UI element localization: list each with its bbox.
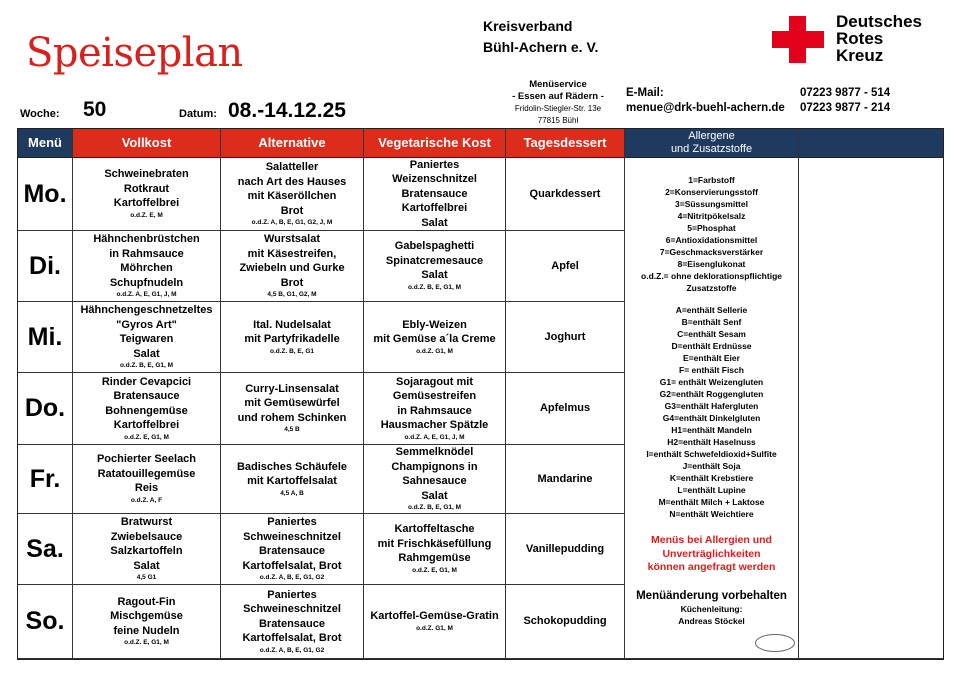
week-number: 50	[83, 98, 107, 121]
dish-line: Rahmgemüse	[398, 552, 471, 565]
day-label: Mo.	[18, 158, 73, 231]
header-allergene	[625, 129, 799, 158]
allergen-code: o.d.Z. A, B, E, G1, G2	[259, 574, 325, 581]
dish-line: Bohnengemüse	[105, 404, 188, 417]
dish-line: Ratatouillegemüse	[97, 467, 196, 480]
header-menu: Menü	[18, 129, 73, 158]
allergen-code: o.d.Z. A, E, G1, J, M	[116, 291, 177, 298]
dessert: Quarkdessert	[506, 158, 625, 231]
dish-line: Kartoffelsalat, Brot	[242, 559, 342, 572]
dish-line: mit Kartoffelsalat	[247, 475, 337, 487]
dish-line: Kartoffelbrei	[401, 202, 468, 215]
email-link[interactable]: menue@drk-buehl-achern.de	[626, 102, 785, 114]
dish-vollkost	[73, 514, 221, 585]
dish-vegetarisch	[364, 302, 506, 373]
address-line: Fridolin-Stiegler-Str. 13e	[514, 104, 602, 113]
service-line: - Essen auf Rädern -	[512, 91, 604, 102]
dish-alternative	[221, 445, 364, 514]
dish-line: Semmelknödel	[395, 446, 474, 458]
logo-text	[836, 13, 922, 64]
dessert: Apfel	[506, 231, 625, 302]
org-line: Bühl-Achern e. V.	[483, 39, 599, 55]
header-vegetarisch: Vegetarische Kost	[364, 129, 506, 158]
notice-line: Menüs bei Allergien und	[651, 534, 772, 546]
dish-line: Schweineschnitzel	[243, 603, 341, 615]
dish-line: Salat	[133, 559, 160, 572]
dessert: Vanillepudding	[506, 514, 625, 585]
allergen-code: o.d.Z. G1, M	[416, 347, 453, 355]
dish-alternative	[221, 585, 364, 659]
dish-line: mit Partyfrikadelle	[244, 333, 340, 345]
dish-line: Schupfnudeln	[109, 276, 184, 289]
dish-line: "Gyros Art"	[116, 318, 177, 331]
dish-line: in Rahmsauce	[109, 247, 184, 260]
legend-item: G1= enthält Weizengluten	[659, 377, 764, 387]
header-dessert: Tagesdessert	[506, 129, 625, 158]
menu-table	[17, 128, 944, 660]
allergen-code: o.d.Z. A, F	[130, 496, 163, 504]
dish-line: Ebly-Weizen	[402, 318, 467, 331]
dish-alternative	[221, 158, 364, 231]
dish-line: Salat	[421, 269, 448, 282]
dish-vegetarisch	[364, 514, 506, 585]
dish-line: Gemüsestreifen	[392, 390, 477, 402]
menu-change-note: Menüänderung vorbehalten	[636, 589, 787, 602]
dish-line: Mischgemüse	[110, 610, 183, 623]
dish-alternative	[221, 302, 364, 373]
dessert: Apfelmus	[506, 373, 625, 445]
dish-line: Hähnchengeschnetzeltes	[80, 304, 213, 316]
allergen-code: o.d.Z. A, B, E, G1, G2	[259, 646, 325, 654]
dish-line: Kartoffelsalat, Brot	[242, 632, 342, 644]
page-title: Speiseplan	[26, 30, 243, 76]
service-line: Menüservice	[529, 79, 587, 90]
dish-line: Brot	[280, 204, 304, 217]
dish-line: Gabelspaghetti	[394, 240, 475, 253]
dish-line: Zwiebelsauce	[110, 530, 183, 543]
dish-line: Kartoffeltasche	[394, 523, 475, 536]
dish-line: mit Käseröllchen	[247, 190, 337, 202]
dish-line: mit Gemüsewürfel	[244, 397, 340, 410]
dish-alternative	[221, 373, 364, 445]
header-empty	[799, 129, 943, 158]
allergen-code: o.d.Z. B, E, G1, M	[407, 504, 462, 511]
dish-line: Möhrchen	[120, 262, 173, 274]
header-vollkost: Vollkost	[73, 129, 221, 158]
dish-line: Champignons in	[391, 460, 478, 473]
dish-line: Paniertes	[267, 588, 317, 601]
day-label: Fr.	[18, 445, 73, 514]
org-line: Kreisverband	[483, 18, 573, 34]
allergen-legend	[625, 158, 799, 659]
legend-item: 1=Farbstoff	[688, 175, 735, 185]
dish-line: mit Käsestreifen,	[247, 247, 337, 260]
dessert: Joghurt	[506, 302, 625, 373]
dish-line: Bratensauce	[258, 617, 326, 630]
legend-item: 3=Süssungsmittel	[675, 199, 748, 209]
allergen-code: o.d.Z. A, E, G1, J, M	[404, 433, 465, 441]
allergen-code: o.d.Z. E, G1, M	[412, 566, 457, 574]
dish-vollkost	[73, 373, 221, 445]
allergy-notice	[648, 534, 776, 575]
dish-line: und rohem Schinken	[237, 411, 347, 424]
legend-item: E=enthält Eier	[683, 353, 740, 363]
dish-line: mit Gemüse a´la Creme	[373, 333, 496, 345]
dish-line: Rinder Cevapcici	[101, 375, 192, 388]
dish-line: Reis	[134, 482, 159, 495]
date-range: 08.-14.12.25	[228, 99, 346, 122]
legend-item: H2=enthält Haselnuss	[667, 437, 756, 447]
dish-line: Paniertes	[267, 516, 317, 528]
dish-line: Kartoffel-Gemüse-Gratin	[370, 610, 499, 623]
allergens-list	[646, 304, 776, 520]
dish-vegetarisch	[364, 373, 506, 445]
legend-item: I=enthält Schwefeldioxid+Sulfite	[646, 449, 777, 459]
legend-item: F= enthält Fisch	[679, 365, 744, 375]
dish-line: Kartoffelbrei	[113, 419, 180, 431]
dish-line: Pochierter Seelach	[96, 453, 197, 466]
day-label: So.	[18, 585, 73, 659]
legend-item: G4=enthält Dinkelgluten	[662, 413, 761, 423]
legend-item: L=enthält Lupine	[677, 485, 746, 495]
dish-line: Ital. Nudelsalat	[253, 318, 331, 331]
dish-vollkost	[73, 231, 221, 302]
allergen-code: o.d.Z. E, G1, M	[124, 639, 169, 647]
logo-line: Rotes	[836, 29, 884, 48]
day-label: Do.	[18, 373, 73, 445]
allergen-code: o.d.Z. E, M	[130, 211, 163, 219]
dish-line: mit Frischkäsefüllung	[377, 537, 492, 550]
dish-line: Salatteller	[265, 161, 319, 173]
dish-line: Salat	[133, 347, 160, 360]
kitchen-label: Küchenleitung:	[680, 603, 743, 614]
dish-alternative	[221, 514, 364, 585]
dish-line: Weizenschnitzel	[392, 173, 477, 186]
dish-line: Bratwurst	[120, 516, 173, 528]
allergen-code: o.d.Z. B, E, G1	[269, 347, 315, 355]
additives-list	[641, 174, 782, 294]
phone-block	[800, 86, 890, 116]
dish-line: in Rahmsauce	[397, 404, 472, 417]
dish-line: Sahnesauce	[402, 475, 467, 487]
logo-line: Kreuz	[836, 46, 884, 65]
logo-line: Deutsches	[836, 12, 922, 31]
dish-line: Zwiebeln und Gurke	[239, 262, 345, 274]
legend-item: 8=Eisenglukonat	[677, 259, 746, 269]
allergen-code: o.d.Z. G1, M	[416, 624, 453, 632]
dish-line: Hähnchenbrüstchen	[93, 233, 200, 245]
dish-line: nach Art des Hauses	[237, 175, 347, 188]
dessert: Mandarine	[506, 445, 625, 514]
dish-line: feine Nudeln	[113, 624, 180, 637]
allergen-code: o.d.Z. A, B, E, G1, G2, J, M	[251, 219, 333, 226]
email-label: E-Mail:	[626, 87, 664, 99]
header-alternative: Alternative	[221, 129, 364, 158]
legend-item: N=enthält Weichtiere	[669, 509, 754, 519]
allergen-code: o.d.Z. B, E, G1, M	[407, 283, 462, 291]
phone-number: 07223 9877 - 514	[800, 87, 891, 99]
dish-line: Salat	[421, 216, 448, 229]
notice-line: können angefragt werden	[647, 561, 776, 573]
legend-item: G2=enthält Roggengluten	[659, 389, 764, 399]
dish-line: Rotkraut	[123, 182, 170, 195]
dish-line: Brot	[280, 276, 304, 289]
legend-item: M=enthält Milch + Laktose	[658, 497, 765, 507]
dish-line: Badisches Schäufele	[236, 460, 348, 473]
dish-line: Schweinebraten	[104, 168, 189, 181]
dish-line: Wurstsalat	[263, 233, 321, 245]
empty-column	[799, 158, 943, 659]
allergen-code: 4,5 B, G1, G2, M	[267, 291, 317, 298]
dish-vollkost	[73, 445, 221, 514]
legend-item: 4=Nitritpökelsalz	[677, 211, 746, 221]
legend-item: 6=Antioxidationsmittel	[665, 235, 758, 245]
organization	[483, 16, 598, 58]
dish-line: Ragout-Fin	[117, 595, 176, 608]
dish-line: Bratensauce	[113, 390, 180, 402]
red-cross-logo-icon	[772, 16, 824, 63]
legend-item: o.d.Z.= ohne deklorationspflichtige	[641, 271, 782, 281]
header-line: Allergene	[688, 130, 735, 142]
legend-item: K=enthält Krebstiere	[669, 473, 754, 483]
legend-item: C=enthält Sesam	[677, 329, 746, 339]
legend-item: 5=Phosphat	[687, 223, 736, 233]
address-line: 77815 Bühl	[537, 116, 579, 125]
dish-line: Curry-Linsensalat	[245, 382, 339, 395]
dish-line: Salzkartoffeln	[110, 545, 183, 557]
legend-item: A=enthält Sellerie	[675, 305, 748, 315]
date-label: Datum:	[179, 108, 217, 120]
dish-line: Bratensauce	[401, 187, 468, 200]
day-label: Di.	[18, 231, 73, 302]
legend-item: 2=Konservierungsstoff	[665, 187, 758, 197]
header-line: und Zusatzstoffe	[670, 143, 753, 155]
dish-vollkost	[73, 158, 221, 231]
dish-line: Salat	[421, 489, 448, 502]
dish-vegetarisch	[364, 585, 506, 659]
phone-number: 07223 9877 - 214	[800, 102, 891, 114]
eu-seal-stamp	[755, 634, 795, 652]
dish-vegetarisch	[364, 158, 506, 231]
notice-line: Unverträglichkeiten	[662, 547, 761, 560]
allergen-code: 4,5 A, B	[280, 489, 304, 497]
dish-line: Sojaragout mit	[395, 375, 473, 388]
legend-item: D=enthält Erdnüsse	[671, 341, 752, 351]
allergen-code: 4,5 B	[284, 426, 300, 434]
legend-item: 7=Geschmacksverstärker	[659, 247, 764, 257]
dessert: Schokopudding	[506, 585, 625, 659]
legend-item: Zusatzstoffe	[686, 283, 737, 293]
dish-vollkost	[73, 302, 221, 373]
dish-vegetarisch	[364, 231, 506, 302]
legend-item: H1=enthält Mandeln	[671, 425, 752, 435]
kitchen-name: Andreas Stöckel	[678, 615, 745, 626]
dish-line: Spinatcremesauce	[385, 254, 484, 267]
allergen-code: o.d.Z. B, E, G1, M	[119, 362, 174, 369]
dish-line: Bratensauce	[258, 545, 326, 557]
allergen-code: 4,5 G1	[136, 574, 157, 581]
allergen-code: o.d.Z. E, G1, M	[124, 433, 169, 441]
email-block	[626, 86, 785, 116]
dish-line: Teigwaren	[119, 333, 174, 345]
dish-vollkost	[73, 585, 221, 659]
legend-item: B=enthält Senf	[681, 317, 742, 327]
service-info	[503, 79, 613, 127]
dish-vegetarisch	[364, 445, 506, 514]
dish-alternative	[221, 231, 364, 302]
week-label: Woche:	[20, 108, 60, 120]
dish-line: Schweineschnitzel	[243, 530, 341, 543]
day-label: Sa.	[18, 514, 73, 585]
day-label: Mi.	[18, 302, 73, 373]
dish-line: Hausmacher Spätzle	[380, 419, 489, 431]
legend-item: G3=enthält Hafergluten	[664, 401, 759, 411]
dish-line: Paniertes	[409, 158, 460, 171]
legend-item: J=enthält Soja	[682, 461, 741, 471]
dish-line: Kartoffelbrei	[113, 197, 180, 210]
